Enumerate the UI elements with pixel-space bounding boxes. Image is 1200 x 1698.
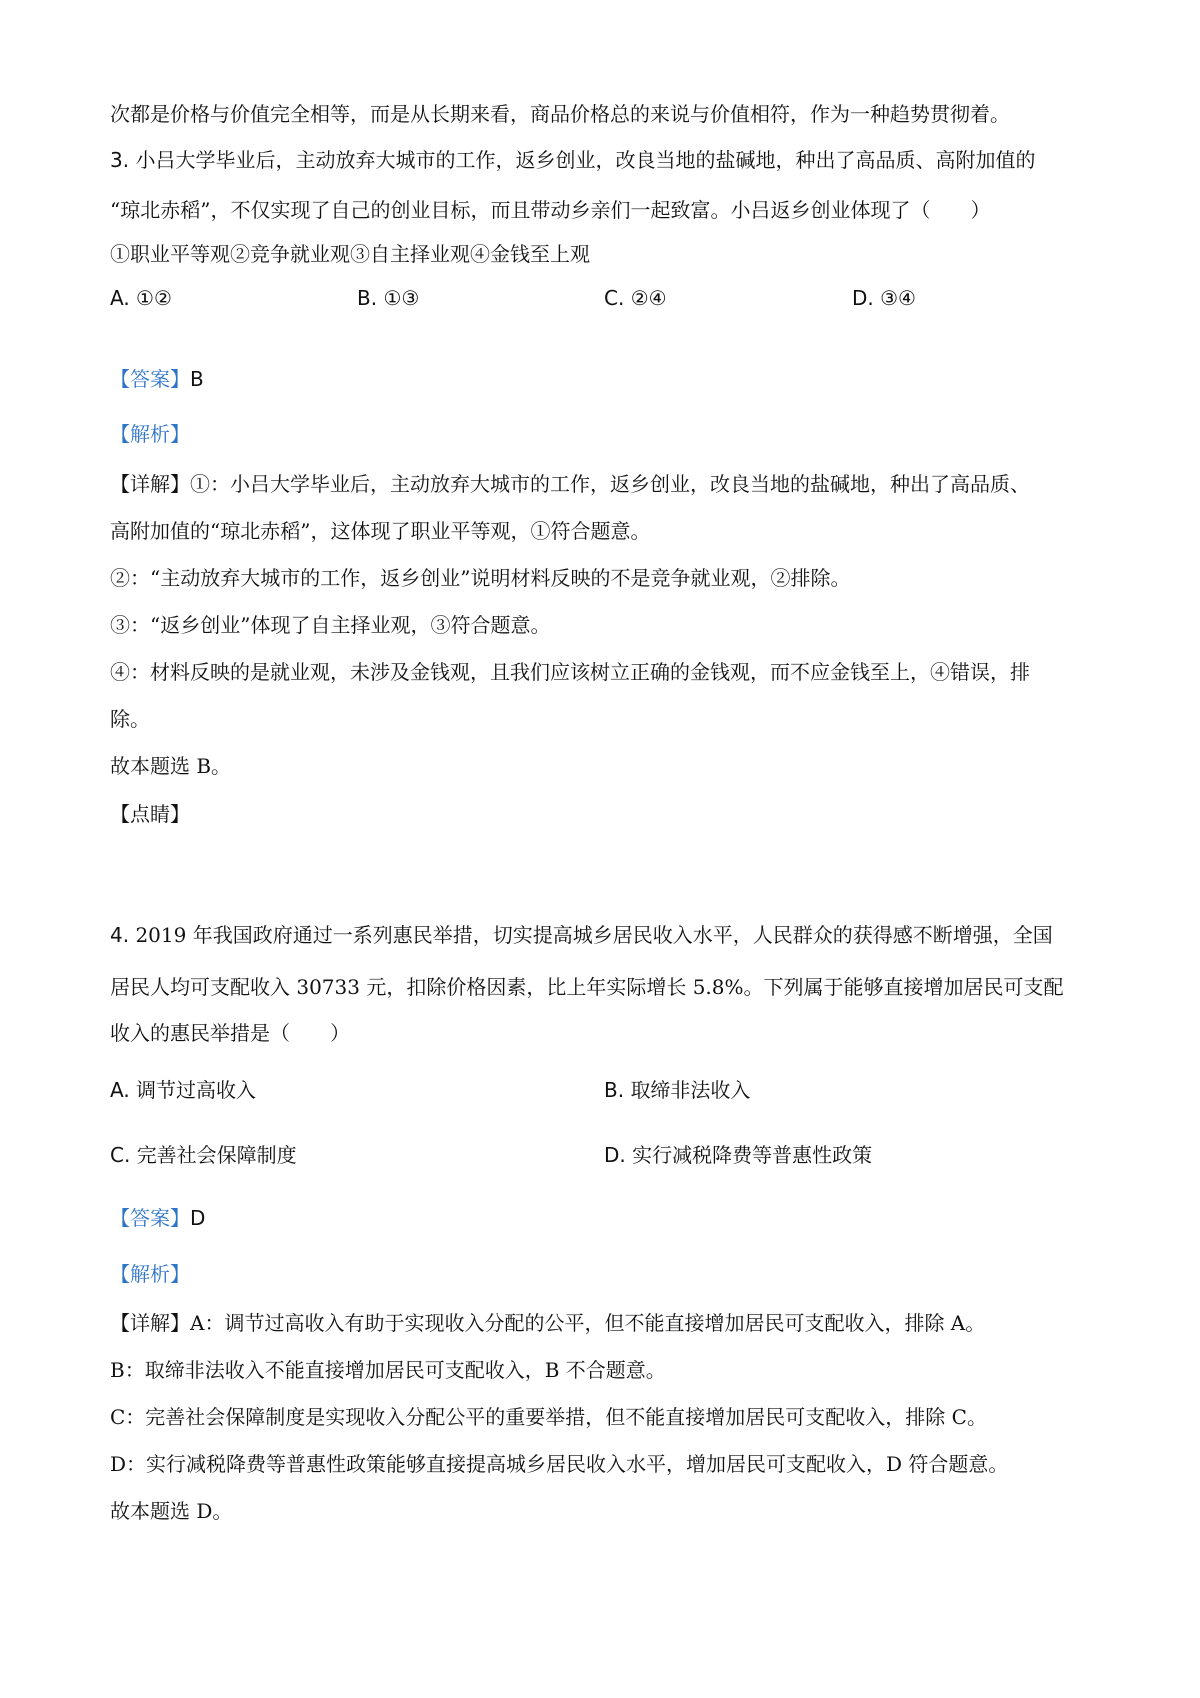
q4-detail-tag: 【详解】 — [110, 1311, 190, 1335]
q3-detail-line-4: ③：“返乡创业”体现了自主择业观，③符合题意。 — [110, 613, 551, 637]
q3-option-d-text: ③④ — [880, 286, 916, 310]
q3-detail-line-1 — [110, 470, 1100, 498]
q3-option-a — [110, 284, 172, 312]
q4-option-b — [604, 1076, 750, 1104]
q3-option-c-text: ②④ — [630, 286, 667, 310]
q3-statements: ①职业平等观②竞争就业观③自主择业观④金钱至上观 — [110, 242, 590, 266]
q3-option-a-label: A. — [110, 286, 130, 310]
q3-detail-line-5: ④：材料反映的是就业观，未涉及金钱观，且我们应该树立正确的金钱观，而不应金钱至上，④错误，排 — [110, 660, 1030, 684]
q4-option-d-text: 实行减税降费等普惠性政策 — [632, 1143, 873, 1167]
q4-analysis-tag — [110, 1260, 1100, 1288]
q3-option-c — [604, 284, 667, 312]
q3-hint — [110, 800, 1100, 828]
q4-conclusion: 故本题选 D。 — [110, 1499, 233, 1523]
q4-detail-line-4: D：实行减税降费等普惠性政策能够直接提高城乡居民收入水平，增加居民可支配收入，D 符合题意。 — [110, 1452, 1009, 1476]
q4-number: 4. — [110, 923, 130, 947]
q3-hint-tag: 【点睛】 — [110, 802, 190, 826]
q3-option-d-label: D. — [852, 286, 874, 310]
q4-option-d-label: D. — [604, 1143, 626, 1167]
q3-analysis-tag — [110, 420, 1100, 448]
q4-analysis-label: 【解析】 — [110, 1262, 190, 1286]
q4-answer-value: D — [190, 1206, 206, 1230]
q3-stem-text-1: 小吕大学毕业后，主动放弃大城市的工作，返乡创业，改良当地的盐碱地，种出了高品质、高附加值的 — [135, 148, 1036, 172]
q4-option-a-label: A. — [110, 1078, 130, 1102]
intro-line: 次都是价格与价值完全相等，而是从长期来看，商品价格总的来说与价值相符，作为一种趋势贯彻着。 — [110, 102, 1010, 126]
q4-stem-line-1 — [110, 921, 1100, 949]
q4-option-a — [110, 1076, 256, 1104]
q3-conclusion: 故本题选 B。 — [110, 754, 232, 778]
q4-option-b-label: B. — [604, 1078, 625, 1102]
q3-option-c-label: C. — [604, 286, 625, 310]
q3-option-d — [852, 284, 916, 312]
q4-detail-line-3: C：完善社会保障制度是实现收入分配公平的重要举措，但不能直接增加居民可支配收入，排除 C。 — [110, 1405, 987, 1429]
q4-answer-tag: 【答案】 — [110, 1206, 190, 1230]
q3-stem-line-1 — [110, 146, 1100, 174]
q3-detail-line-2: 高附加值的“琼北赤稻”，这体现了职业平等观，①符合题意。 — [110, 519, 651, 543]
q4-detail-text-1: A：调节过高收入有助于实现收入分配的公平，但不能直接增加居民可支配收入，排除 A。 — [190, 1311, 986, 1335]
q3-option-b-label: B. — [357, 286, 378, 310]
q3-stem-line-2: “琼北赤稻”，不仅实现了自己的创业目标，而且带动乡亲们一起致富。小吕返乡创业体现了（ ） — [110, 198, 991, 222]
q4-option-c-label: C. — [110, 1143, 131, 1167]
q3-answer-value: B — [190, 367, 204, 391]
q4-option-b-text: 取缔非法收入 — [630, 1078, 751, 1102]
q4-option-c-text: 完善社会保障制度 — [136, 1143, 297, 1167]
q4-option-a-text: 调节过高收入 — [136, 1078, 257, 1102]
q3-option-a-text: ①② — [136, 286, 172, 310]
q3-number: 3. — [110, 148, 130, 172]
q3-answer-tag: 【答案】 — [110, 367, 190, 391]
q3-detail-text-1: ①：小吕大学毕业后，主动放弃大城市的工作，返乡创业，改良当地的盐碱地，种出了高品质、 — [190, 472, 1030, 496]
q4-detail-line-2: B：取缔非法收入不能直接增加居民可支配收入，B 不合题意。 — [110, 1358, 666, 1382]
q4-stem-text-1: 2019 年我国政府通过一系列惠民举措，切实提高城乡居民收入水平，人民群众的获得感不断增强，全国 — [135, 923, 1053, 947]
q3-detail-line-6: 除。 — [110, 707, 150, 731]
q3-detail-tag: 【详解】 — [110, 472, 190, 496]
q4-stem-line-3: 收入的惠民举措是（ ） — [110, 1021, 350, 1045]
q4-option-c — [110, 1141, 297, 1169]
q3-option-b — [357, 284, 419, 312]
q4-detail-line-1 — [110, 1309, 1100, 1337]
q4-option-d — [604, 1141, 872, 1169]
q3-analysis-label: 【解析】 — [110, 422, 190, 446]
q3-detail-line-3: ②：“主动放弃大城市的工作，返乡创业”说明材料反映的不是竞争就业观，②排除。 — [110, 566, 851, 590]
q3-answer — [110, 365, 1100, 393]
q3-option-b-text: ①③ — [383, 286, 420, 310]
q4-answer — [110, 1204, 1100, 1232]
q4-stem-line-2: 居民人均可支配收入 30733 元，扣除价格因素，比上年实际增长 5.8%。下列属于能够直接增加居民可支配 — [110, 975, 1064, 999]
